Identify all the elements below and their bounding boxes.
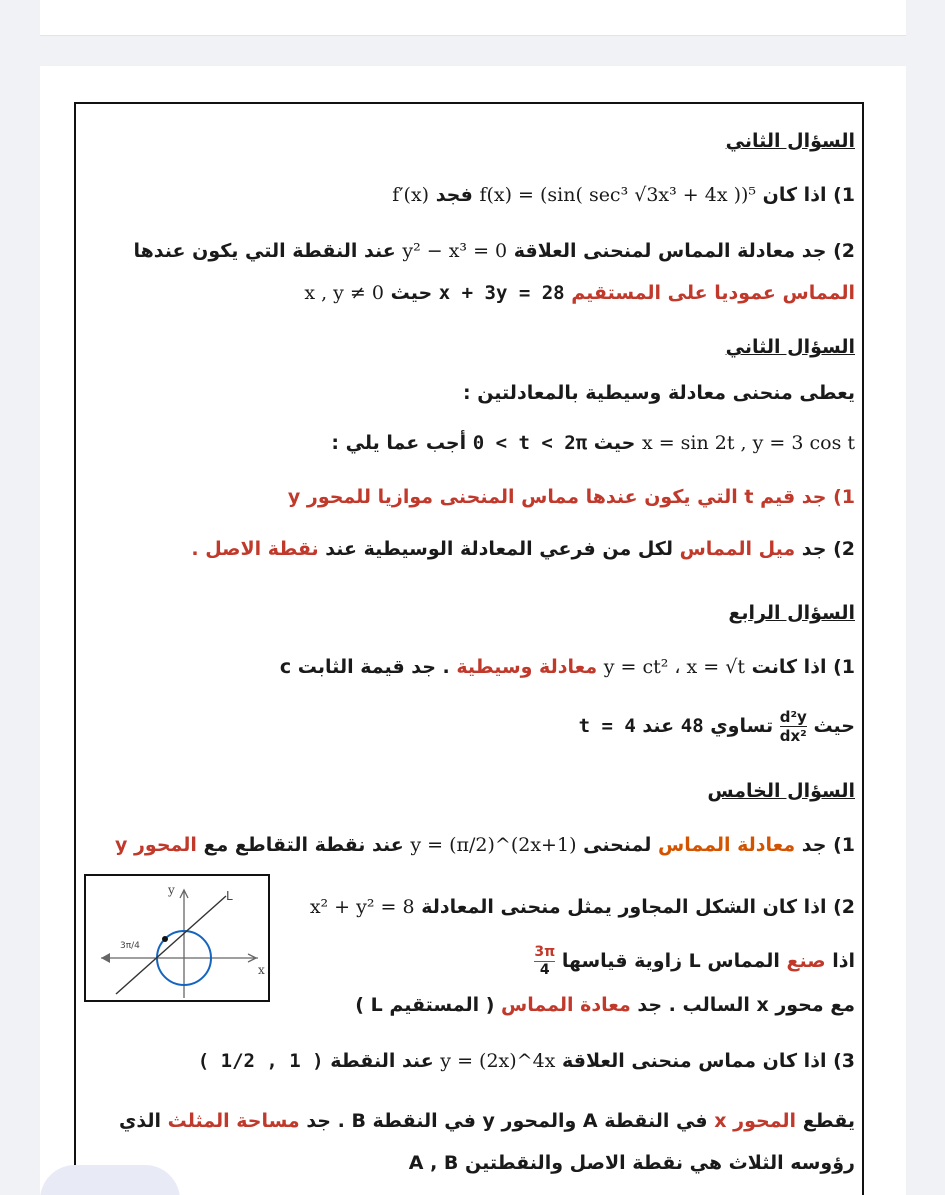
q5-angle-fraction [534, 944, 555, 979]
q5-item2-f: معادة المماس [501, 994, 631, 1016]
q3-heading: السؤال الثاني [725, 336, 855, 358]
q4-derivative [780, 708, 807, 745]
q3-equation: x = sin 2t , y = 3 cos t [641, 432, 855, 454]
q2-item2-line: x + 3y = 28 [438, 282, 565, 304]
q4-item1-b: معادلة وسيطية [456, 656, 598, 678]
q5-item2-eq: x² + y² = 8 [309, 896, 415, 918]
q5-item2-b: اذا [832, 950, 855, 972]
q4-item1-where: حيث [813, 715, 855, 737]
label-y: y [168, 883, 175, 897]
label-angle: 3π/4 [120, 941, 140, 951]
q5-item3-b: عند النقطة [330, 1050, 434, 1072]
label-x: x [258, 963, 265, 977]
q5-item3-line1 [198, 1050, 855, 1072]
q4-heading: السؤال الرابع [728, 602, 855, 624]
q2-item1-formula: f(x) = (sin( sec³ √3x³ + 4x ))⁵ [479, 184, 757, 206]
q4-item1-a: 1) اذا كانت [751, 656, 855, 678]
q5-item2-line3 [355, 994, 855, 1016]
q5-angle-num: 3π [534, 944, 556, 960]
q5-item2-line2 [534, 944, 855, 979]
q5-item2-d: المماس L زاوية قياسها [561, 950, 780, 972]
q4-derivative-den: dx² [779, 727, 807, 745]
q3-item2-c: لكل من فرعي المعادلة الوسيطية عند [325, 538, 673, 560]
q2-item2-line1 [134, 240, 856, 262]
q3-item1: 1) جد قيم t التي يكون عندها مماس المنحنى موازيا للمحور y [287, 486, 855, 508]
q2-heading: السؤال الثاني [725, 130, 855, 152]
q5-item3-point: ( 1/2 , 1 ) [197, 1050, 324, 1072]
q5-item3-e: في النقطة A والمحور y في النقطة B . جد [306, 1110, 708, 1132]
tangent-point [162, 936, 168, 942]
q2-item1-prefix: 1) اذا كان [762, 184, 855, 206]
q3-where: حيث [593, 432, 636, 454]
previous-page-card [40, 0, 906, 36]
q3-item2-b: ميل المماس [679, 538, 796, 560]
circle-tangent-figure [84, 874, 270, 1002]
q5-item1-a: 1) جد [801, 834, 855, 856]
q5-item3-g: الذي [118, 1110, 161, 1132]
q5-item3-line2 [119, 1110, 855, 1132]
q2-item2-c: المماس عموديا على المستقيم [571, 282, 855, 304]
q2-item2-a: 2) جد معادلة المماس لمنحنى العلاقة [513, 240, 855, 262]
q2-item2-where: حيث [390, 282, 433, 304]
q2-item2-cond: x , y ≠ 0 [304, 282, 384, 304]
q5-item3-line3: رؤوسه الثلاث هي نقطة الاصل والنقطتين A , B [408, 1152, 855, 1174]
q4-item1-value: 48 [680, 715, 704, 737]
q3-item2 [191, 538, 855, 560]
q5-item2-c: صنع [786, 950, 826, 972]
worksheet-frame [74, 102, 864, 1195]
floating-action-button[interactable] [40, 1165, 180, 1195]
q2-item1 [392, 184, 855, 206]
q5-item1-eq: y = (π/2)^(2x+1) [410, 834, 577, 856]
q4-derivative-num: d²y [779, 708, 807, 726]
q5-item1-e: المحور y [114, 834, 197, 856]
q2-item2-b: عند النقطة التي يكون عندها [133, 240, 396, 262]
q5-item3-a: 3) اذا كان مماس منحنى العلاقة [562, 1050, 855, 1072]
q5-item1-d: عند نقطة التقاطع مع [203, 834, 404, 856]
q4-item1-at: عند [642, 715, 675, 737]
q4-item1-line1 [280, 656, 855, 678]
q5-item1-c: لمنحنى [583, 834, 652, 856]
figure-drawing [86, 876, 268, 1000]
q3-item2-a: 2) جد [801, 538, 855, 560]
q5-item2-a: 2) اذا كان الشكل المجاور يمثل منحنى المعادلة [421, 896, 855, 918]
q5-item3-eq: y = (2x)^4x [440, 1050, 556, 1072]
q3-intro: يعطى منحنى معادلة وسيطية بالمعادلتين : [462, 382, 855, 404]
q4-item1-t: t = 4 [578, 715, 636, 737]
q4-item1-equals: تساوي [710, 715, 774, 737]
q3-answer: أجب عما يلي : [331, 432, 467, 454]
q4-item1-eq: y = ct² ، x = √t [603, 656, 746, 678]
q4-item1-line2 [579, 708, 855, 745]
q5-item1-b: معادلة المماس [658, 834, 796, 856]
q2-item2-formula: y² − x³ = 0 [402, 240, 508, 262]
q5-item3-d: المحور x [714, 1110, 797, 1132]
q5-item2-line1 [310, 896, 855, 918]
q3-item2-d: نقطة الاصل . [191, 538, 319, 560]
q5-angle-den: 4 [539, 962, 550, 978]
q5-heading: السؤال الخامس [707, 780, 855, 802]
q5-item2-e: مع محور x السالب . جد [637, 994, 855, 1016]
q2-item1-find: فجد [435, 184, 473, 206]
q5-item3-c: يقطع [802, 1110, 855, 1132]
q5-item2-g: ( المستقيم L ) [355, 994, 495, 1016]
label-L: L [226, 889, 233, 903]
q2-item1-target: f′(x) [392, 184, 430, 206]
q4-item1-c: . جد قيمة الثابت c [279, 656, 450, 678]
q3-equation-line [331, 432, 855, 454]
x-axis-arrow-left [101, 953, 110, 963]
q3-range: 0 < t < 2π [472, 432, 588, 454]
q5-item3-f: مساحة المثلث [167, 1110, 300, 1132]
q5-item1 [115, 834, 855, 856]
q2-item2-line2 [304, 282, 855, 304]
